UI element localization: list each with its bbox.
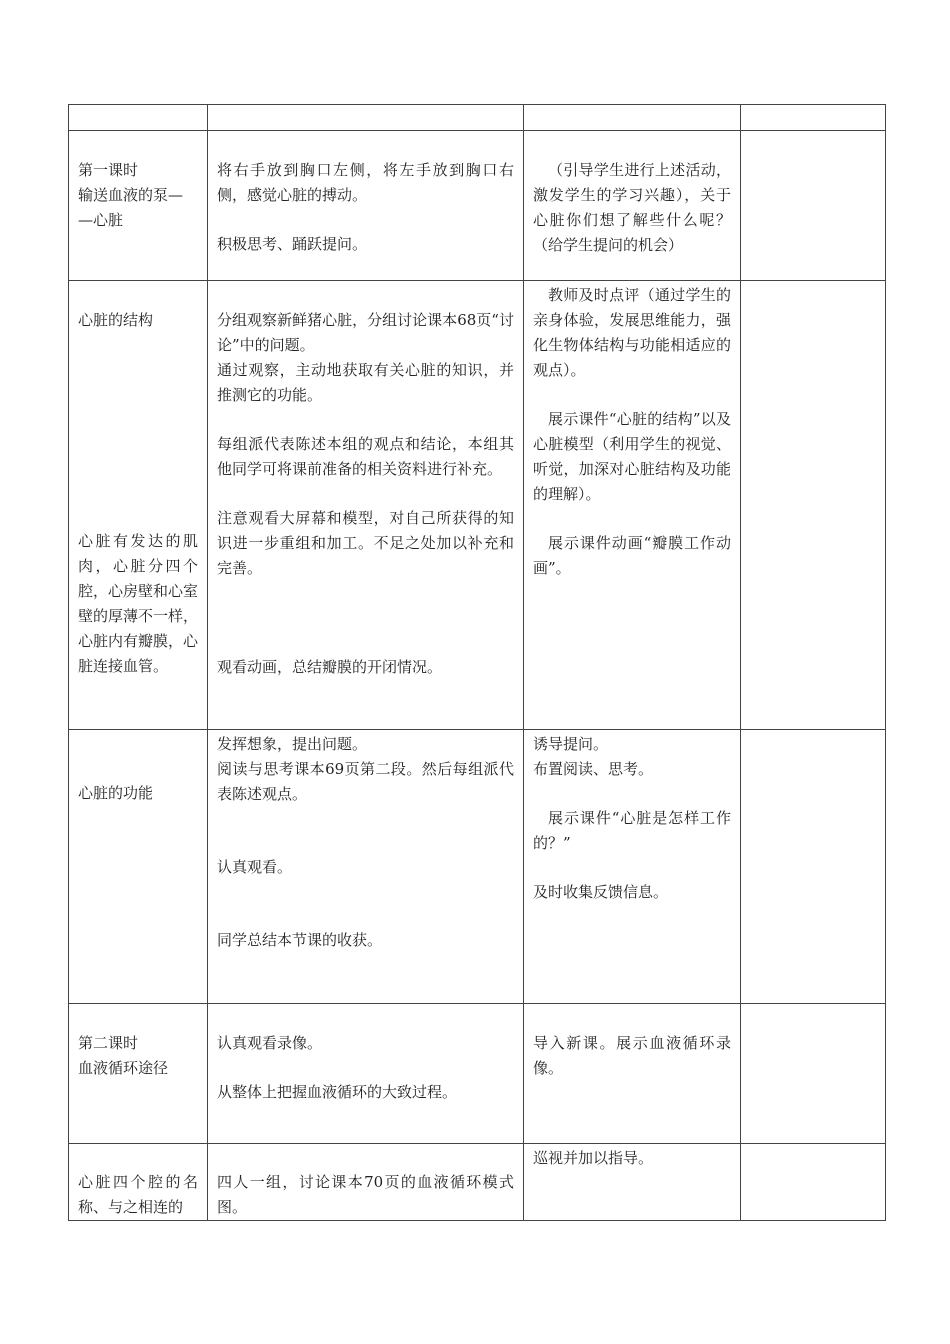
table-cell [741, 1004, 886, 1144]
activity-text: 分组观察新鲜猪心脏，分组讨论课本68页“讨论”中的问题。 [217, 311, 514, 354]
topic-title-line: —心脏 [78, 211, 124, 229]
teacher-activity-cell [524, 1144, 741, 1221]
lesson-plan-table [68, 104, 886, 1221]
activity-text: 阅读与思考课本69页第二段。然后每组派代表陈述观点。 [217, 760, 514, 803]
teacher-text: 展示课件动画“瓣膜工作动画”。 [533, 534, 731, 577]
teacher-text: 及时收集反馈信息。 [533, 883, 669, 901]
topic-title: 心脏四个腔的名称、与之相连的 [78, 1173, 198, 1216]
topic-cell [69, 131, 208, 281]
activity-text: 将右手放到胸口左侧，将左手放到胸口右侧，感觉心脏的搏动。 [217, 161, 514, 204]
activity-text: 同学总结本节课的收获。 [217, 931, 383, 949]
student-activity-cell [208, 1144, 524, 1221]
topic-summary: 心脏有发达的肌肉，心脏分四个腔，心房壁和心室壁的厚薄不一样，心脏内有瓣膜，心脏连接血管。 [78, 532, 199, 675]
table-cell [741, 105, 886, 131]
table-cell [69, 105, 208, 131]
table-row [69, 1144, 886, 1221]
student-activity-cell [208, 1004, 524, 1144]
table-row [69, 730, 886, 1004]
teacher-activity-cell [524, 131, 741, 281]
topic-cell [69, 281, 208, 730]
activity-text: 通过观察，主动地获取有关心脏的知识，并推测它的功能。 [217, 361, 514, 404]
table-cell [741, 1144, 886, 1221]
topic-title: 血液循环途径 [78, 1059, 169, 1077]
teacher-activity-cell [524, 730, 741, 1004]
table-cell [741, 730, 886, 1004]
student-activity-cell [208, 281, 524, 730]
teacher-activity-cell [524, 1004, 741, 1144]
teacher-text: 布置阅读、思考。 [533, 760, 654, 778]
topic-cell [69, 1004, 208, 1144]
teacher-activity-cell [524, 281, 741, 730]
activity-text: 四人一组，讨论课本70页的血液循环模式图。 [217, 1173, 514, 1216]
table-row [69, 105, 886, 131]
teacher-text: 教师及时点评（通过学生的亲身体验，发展思维能力，强化生物体结构与功能相适应的观点）。 [533, 286, 731, 379]
teacher-text: 导入新课。展示血液循环录像。 [533, 1034, 731, 1077]
table-cell [524, 105, 741, 131]
activity-text: 发挥想象，提出问题。 [217, 735, 368, 753]
activity-text: 从整体上把握血液循环的大致过程。 [217, 1083, 458, 1101]
table-row [69, 1004, 886, 1144]
table-cell [741, 281, 886, 730]
topic-title: 心脏的功能 [78, 784, 154, 802]
teacher-text: 巡视并加以指导。 [533, 1149, 654, 1167]
topic-title: 心脏的结构 [78, 311, 154, 329]
teacher-text: 展示课件“心脏的结构”以及心脏模型（利用学生的视觉、听觉，加深对心脏结构及功能的理解）。 [533, 410, 731, 503]
teacher-text: 诱导提问。 [533, 735, 609, 753]
teacher-text: （引导学生进行上述活动，激发学生的学习兴趣），关于心脏你们想了解些什么呢？（给学生提问的机会） [533, 161, 731, 254]
activity-text: 观看动画，总结瓣膜的开闭情况。 [217, 658, 443, 676]
table-cell [741, 131, 886, 281]
table-cell [208, 105, 524, 131]
topic-cell [69, 1144, 208, 1221]
lesson-label: 第二课时 [78, 1034, 139, 1052]
table-row [69, 131, 886, 281]
topic-cell [69, 730, 208, 1004]
activity-text: 注意观看大屏幕和模型，对自己所获得的知识进一步重组和加工。不足之处加以补充和完善。 [217, 509, 514, 577]
activity-text: 积极思考、踊跃提问。 [217, 235, 368, 253]
activity-text: 认真观看录像。 [217, 1034, 323, 1052]
activity-text: 认真观看。 [217, 858, 293, 876]
table-row [69, 281, 886, 730]
student-activity-cell [208, 730, 524, 1004]
lesson-label: 第一课时 [78, 161, 139, 179]
activity-text: 每组派代表陈述本组的观点和结论，本组其他同学可将课前准备的相关资料进行补充。 [217, 435, 514, 478]
student-activity-cell [208, 131, 524, 281]
teacher-text: 展示课件“心脏是怎样工作的？” [533, 809, 731, 852]
topic-title-line: 输送血液的泵— [78, 186, 184, 204]
